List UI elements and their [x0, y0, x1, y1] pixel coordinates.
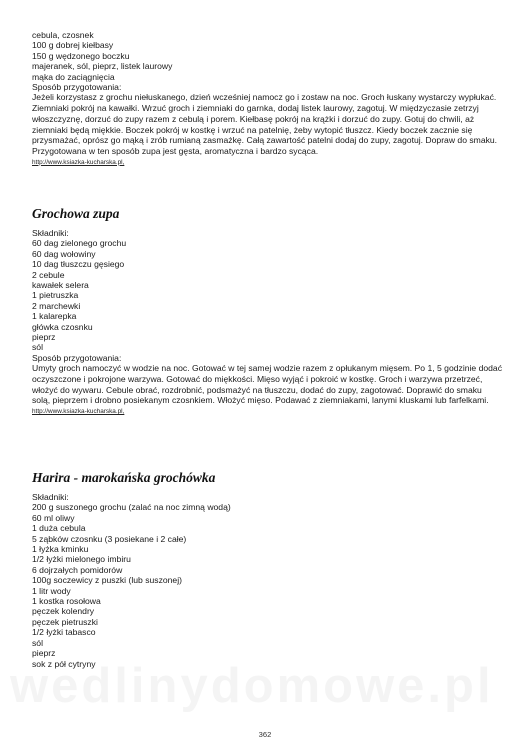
- recipe-harira: [32, 492, 502, 669]
- ingredient-line: sól: [32, 342, 43, 353]
- ingredients-heading: Składniki:: [32, 228, 69, 238]
- recipe-grochowa-zupa: [32, 228, 502, 416]
- ingredient-line: pieprz: [32, 648, 56, 659]
- ingredient-line: 60 dag zielonego grochu: [32, 238, 127, 249]
- page-number: 362: [258, 730, 272, 739]
- ingredient-line: mąka do zaciągnięcia: [32, 71, 115, 82]
- ingredient-line: 10 dag tłuszczu gęsiego: [32, 259, 125, 270]
- ingredient-line: pęczek kolendry: [32, 606, 95, 617]
- ingredient-line: sok z pół cytryny: [32, 658, 96, 669]
- ingredient-line: cebula, czosnek: [32, 30, 94, 40]
- ingredient-line: pieprz: [32, 332, 56, 343]
- ingredient-line: 1 kostka rosołowa: [32, 596, 101, 607]
- ingredients-heading: Składniki:: [32, 492, 69, 502]
- ingredient-line: pęczek pietruszki: [32, 616, 98, 627]
- recipe-title: Grochowa zupa: [32, 206, 120, 221]
- preparation-text: Umyty groch namoczyć w wodzie na noc. Gotować w tej samej wodzie razem z opłukanym mięsem. Po 1, 5 godzinie dodać oczyszczone i pokrojone warzywa. Gotować do miękkości. Mięso wyjąć i pokroić w kostkę. Groch i warzywa przetrzeć, włożyć do wywaru. Cebule obrać, rozdrobnić, podsmażyć na tłuszczu, dodać do zupy, zagotować. Doprawić do smaku solą, pieprzem i drobno posiekanym czosnkiem. Włożyć mięso. Podawać z ziemniakami, lanymi kluskami lub farfelkami.: [32, 363, 502, 406]
- ingredient-line: 5 ząbków czosnku (3 posiekane i 2 całe): [32, 533, 187, 544]
- ingredient-line: sól: [32, 637, 43, 648]
- ingredient-line: 1/2 łyżki tabasco: [32, 627, 96, 638]
- ingredient-line: 1 łyżka kminku: [32, 544, 89, 555]
- ingredient-line: 2 marchewki: [32, 300, 81, 311]
- ingredient-line: 60 dag wołowiny: [32, 248, 96, 259]
- ingredient-line: 1/2 łyżki mielonego imbiru: [32, 554, 131, 565]
- ingredient-line: 100 g dobrej kiełbasy: [32, 40, 114, 51]
- source-link[interactable]: http://www.ksiazka-kucharska.pl,: [32, 158, 125, 166]
- ingredient-line: 150 g wędzonego boczku: [32, 50, 130, 61]
- ingredient-line: 60 ml oliwy: [32, 512, 75, 523]
- ingredient-line: 6 dojrzałych pomidorów: [32, 564, 123, 575]
- ingredient-line: 1 pietruszka: [32, 290, 79, 301]
- ingredient-line: 1 litr wody: [32, 585, 71, 596]
- ingredient-line: główka czosnku: [32, 321, 93, 332]
- source-link[interactable]: http://www.ksiazka-kucharska.pl,: [32, 408, 125, 416]
- ingredient-line: majeranek, sól, pieprz, listek laurowy: [32, 61, 173, 72]
- preparation-heading: Sposób przygotowania:: [32, 82, 122, 93]
- ingredient-line: 1 duża cebula: [32, 523, 86, 534]
- recipe-continuation: [32, 30, 502, 167]
- ingredient-line: 200 g suszonego grochu (zalać na noc zimną wodą): [32, 502, 231, 513]
- recipe-title: Harira - marokańska grochówka: [32, 470, 216, 485]
- ingredient-line: 1 kalarepka: [32, 311, 77, 322]
- ingredient-line: kawałek selera: [32, 280, 89, 291]
- preparation-text: Jeżeli korzystasz z grochu niełuskanego, dzień wcześniej namocz go i zostaw na noc. Groch łuskany wystarczy wypłukać. Ziemniaki pokrój na kawałki. Wrzuć groch i ziemniaki do garnka, dodaj listek laurowy, zagotuj. W międzyczasie zetrzyj włoszczyznę, dorzuć do zupy razem z cebulą i porem. Kiełbasę pokrój na krążki i dorzuć do zupy. Gotuj do chwili, aż ziemniaki będą miękkie. Boczek pokrój w kostkę i wrzuć na patelnię, żeby wytopić tłuszcz. Kiedy boczek zacznie się przysmażać, oprósz go mąką i zrób rumianą zasmażkę. Całą zawartość patelni dodaj do zupy, zagotuj. Dopraw do smaku. Przygotowana w ten sposób zupa jest gęsta, aromatyczna i bardzo sycąca.: [32, 92, 498, 156]
- ingredient-line: 100g soczewicy z puszki (lub suszonej): [32, 575, 182, 586]
- preparation-heading: Sposób przygotowania:: [32, 352, 122, 363]
- ingredient-line: 2 cebule: [32, 269, 65, 280]
